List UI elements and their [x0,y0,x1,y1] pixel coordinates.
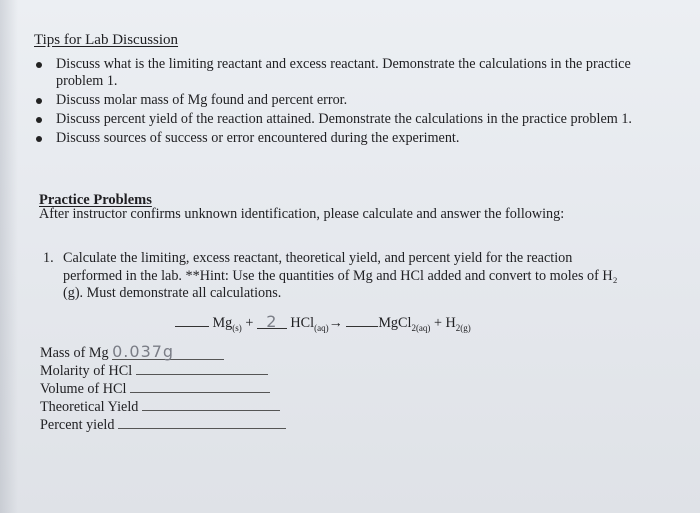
mg-formula: Mg [212,315,233,331]
mgcl2-formula: MgCl [378,315,412,331]
mg-coefficient-blank[interactable] [175,314,209,327]
h2-state: 2(g) [455,322,471,333]
mg-state: (s) [232,322,242,333]
hcl-coefficient-field[interactable]: 2 [257,315,287,329]
volume-row [40,380,286,398]
hcl-formula: HCl [290,315,315,331]
bullet-icon [36,62,42,68]
tip-item: Discuss sources of success or error encountered during the experiment. [36,130,636,147]
mass-label: Mass of Mg [40,345,109,361]
mass-field[interactable]: 0.037g [112,345,224,360]
bullet-icon [36,117,42,123]
mgcl2-state: 2(aq) [411,322,431,333]
percent-yield-field[interactable] [118,416,286,429]
mgcl2-coefficient-blank[interactable] [346,314,378,327]
reaction-equation [175,314,471,333]
tips-list [36,56,636,149]
practice-heading: Practice Problems [39,192,152,208]
molarity-label: Molarity of HCl [40,363,133,379]
tip-item: Discuss what is the limiting reactant and excess reactant. Demonstrate the calculations in the practice problem 1. [36,56,636,90]
page-title: Tips for Lab Discussion [34,32,179,48]
bullet-icon [36,98,42,104]
theoretical-row [40,398,286,416]
percent-label: Percent yield [40,417,115,433]
tip-item: Discuss molar mass of Mg found and percent error. [36,92,636,109]
theoretical-label: Theoretical Yield [40,399,139,415]
practice-subheading: After instructor confirms unknown identification, please calculate and answer the following: [39,206,565,222]
percent-row [40,416,286,434]
molarity-row [40,362,286,380]
volume-field[interactable] [130,380,270,393]
question-number: 1. [43,250,54,266]
theoretical-yield-field[interactable] [142,398,280,411]
tip-item: Discuss percent yield of the reaction attained. Demonstrate the calculations in the practice problem 1. [36,111,636,128]
bullet-icon [36,136,42,142]
page-edge-shadow [0,0,18,513]
mass-row [40,342,286,362]
molarity-field[interactable] [136,362,268,375]
reaction-arrow-icon: → [328,315,343,331]
question-1 [43,250,623,303]
hcl-state: (aq) [314,322,329,333]
plus-sign: + [245,315,254,331]
h2-formula: + H [433,315,456,331]
question-text: Calculate the limiting, excess reactant, theoretical yield, and percent yield for the reaction performed in the lab. **Hint: Use the quantities of Mg and HCl added and convert to moles of H₂ (g). Must demonstrate all calculations. [63,250,618,301]
volume-label: Volume of HCl [40,381,127,397]
answer-fields [40,342,286,434]
